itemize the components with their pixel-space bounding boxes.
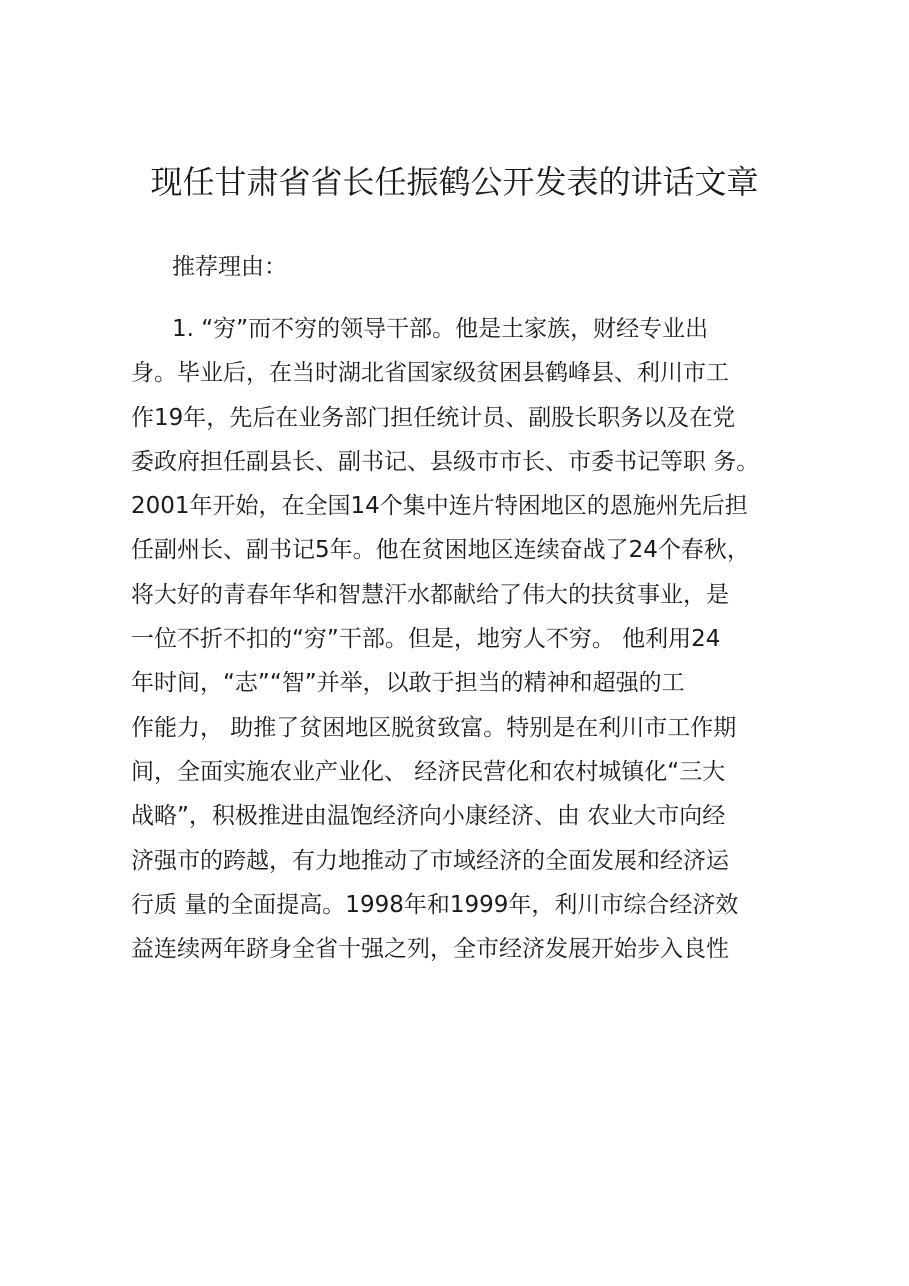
body-line: 作19年，先后在业务部门担任统计员、副股长职务以及在党 (131, 404, 736, 431)
body-line: 委政府担任副县长、副书记、县级市市长、市委书记等职 务。 (131, 448, 760, 475)
body-line: 间，全面实施农业产业化、 经济民营化和农村城镇化“三大 (131, 758, 726, 785)
body-line: 2001年开始，在全国14个集中连片特困地区的恩施州先后担 (131, 493, 748, 520)
body-line: 年时间，“志”“智”并举，以敢于担当的精神和超强的工 (131, 670, 685, 697)
body-line: 一位不折不扣的“穷”干部。但是，地穷人不穷。 他利用24 (131, 626, 721, 653)
recommendation-heading: 推荐理由： (172, 254, 287, 280)
body-paragraph (131, 307, 811, 971)
body-line: 身。毕业后，在当时湖北省国家级贫困县鹤峰县、利川市工 (131, 360, 729, 387)
body-line: 将大好的青春年华和智慧汗水都献给了伟大的扶贫事业，是 (131, 581, 729, 608)
body-line: 战略”，积极推进由温饱经济向小康经济、由 农业大市向经 (131, 803, 726, 830)
body-line: 行质 量的全面提高。1998年和1999年，利川市综合经济效 (131, 891, 739, 918)
body-line: 任副州长、副书记5年。他在贫困地区连续奋战了24个春秋， (131, 537, 750, 564)
body-line: 益连续两年跻身全省十强之列，全市经济发展开始步入良性 (131, 936, 729, 963)
body-line: 作能力， 助推了贫困地区脱贫致富。特别是在利川市工作期 (131, 714, 737, 741)
document-title: 现任甘肃省省长任振鹤公开发表的讲话文章 (150, 163, 759, 201)
body-line: 1. “穷”而不穷的领导干部。他是土家族，财经专业出 (172, 316, 709, 342)
body-line: 济强市的跨越，有力地推动了市域经济的全面发展和经济运 (131, 847, 729, 874)
